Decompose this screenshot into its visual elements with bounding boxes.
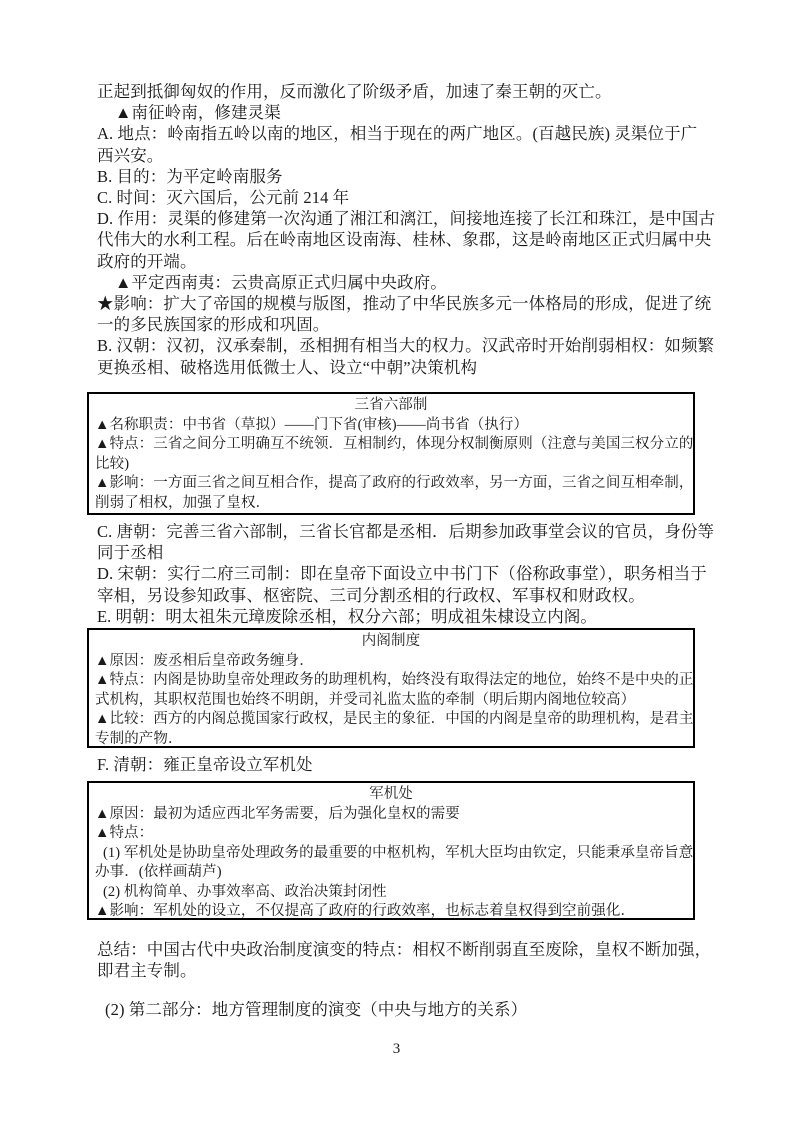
text-line: ▲影响：军机处的设立，不仅提高了政府的行政效率，也标志着皇权得到空前强化． xyxy=(95,903,636,919)
text-line: 式机构，其职权范围也始终不明朗，并受司礼监太监的牵制（明后期内阁地位较高） xyxy=(95,691,636,708)
box-junjichu xyxy=(87,781,695,920)
tang-song-ming-paragraphs xyxy=(97,521,715,627)
text-line: ▲特点： xyxy=(95,825,154,841)
text-line: 更换丞相、破格选用低微士人、设立“中朝”决策机构 xyxy=(97,357,478,377)
text-line: ▲原因：最初为适应西北军务需要，后为强化皇权的需要 xyxy=(95,805,460,822)
box-neige-zhidu xyxy=(87,628,695,748)
text-line: B. 目的：为平定岭南服务 xyxy=(97,166,283,186)
text-line: D. 宋朝：实行二府三司制：即在皇帝下面设立中书门下（俗称政事堂），职务相当于 xyxy=(97,564,707,584)
text-line: ▲平定西南夷：云贵高原正式归属中央政府。 xyxy=(115,272,447,292)
text-line: ▲影响：一方面三省之间互相合作，提高了政府的行政效率，另一方面，三省之间互相牵制， xyxy=(95,475,694,491)
text-line: 即君主专制。 xyxy=(97,961,197,981)
text-line: 宰相，另设参知政事、枢密院、三司分割丞相的行政权、军事权和财政权。 xyxy=(97,585,645,605)
text-line: ▲比较：西方的内阁总揽国家行政权，是民主的象征．中国的内阁是皇帝的助理机构，是君主 xyxy=(95,711,694,727)
text-line: 同于丞相 xyxy=(97,543,164,563)
box-title: 军机处 xyxy=(369,786,413,802)
text-line: B. 汉朝：汉初，汉承秦制，丞相拥有相当大的权力。汉武帝时开始削弱相权：如频繁 xyxy=(97,336,715,356)
text-line: D. 作用：灵渠的修建第一次沟通了湘江和漓江，间接地连接了长江和珠江，是中国古 xyxy=(97,209,716,229)
text-line: ▲南征岭南，修建灵渠 xyxy=(115,103,281,123)
text-line: (2) 机构简单、办事效率高、政治决策封闭性 xyxy=(103,883,387,900)
text-line: ▲原因：废丞相后皇帝政务缠身． xyxy=(95,652,314,669)
box-title: 三省六部制 xyxy=(354,397,428,413)
text-line: E. 明朝：明太祖朱元璋废除丞相，权分六部；明成祖朱棣设立内阁。 xyxy=(97,606,598,626)
qing-paragraph xyxy=(97,754,709,775)
text-line: ★影响：扩大了帝国的规模与版图，推动了中华民族多元一体格局的形成，促进了统 xyxy=(97,294,712,314)
summary-paragraph xyxy=(97,939,712,981)
text-line: 总结：中国古代中央政治制度演变的特点：相权不断削弱直至废除，皇权不断加强， xyxy=(97,940,712,959)
text-line: (2) 第二部分：地方管理制度的演变（中央与地方的关系） xyxy=(105,1000,528,1019)
text-line: C. 唐朝：完善三省六部制，三省长官都是丞相．后期参加政事堂会议的官员，身份等 xyxy=(97,522,715,541)
page-number: 3 xyxy=(392,1041,401,1057)
text-line: 代伟大的水利工程。后在岭南地区设南海、桂林、象郡，这是岭南地区正式归属中央 xyxy=(97,230,712,250)
text-line: 削弱了相权，加强了皇权． xyxy=(95,494,271,511)
text-line: C. 时间：灭六国后，公元前 214 年 xyxy=(97,188,350,208)
text-line: (1) 军机处是协助皇帝处理政务的最重要的中枢机构，军机大臣均由钦定，只能秉承皇帝旨意 xyxy=(103,844,694,861)
text-line: A. 地点：岭南指五岭以南的地区，相当于现在的两广地区。(百越民族) 灵渠位于广 xyxy=(97,124,698,144)
text-line: 一的多民族国家的形成和巩固。 xyxy=(97,315,330,335)
part-two-heading xyxy=(97,999,709,1020)
text-line: F. 清朝：雍正皇帝设立军机处 xyxy=(97,755,313,774)
text-line: 专制的产物． xyxy=(95,730,183,747)
text-line: 正起到抵御匈奴的作用，反而激化了阶级矛盾，加速了秦王朝的灭亡。 xyxy=(97,82,612,101)
box-sansheng-liubu xyxy=(87,392,695,515)
text-line: ▲特点：三省之间分工明确互不统领．互相制约，体现分权制衡原则（注意与美国三权分立的 xyxy=(95,436,694,452)
intro-paragraphs xyxy=(97,81,716,378)
box-title: 内阁制度 xyxy=(361,633,421,649)
text-line: ▲特点：内阁是协助皇帝处理政务的助理机构，始终没有取得法定的地位，始终不是中央的正 xyxy=(95,672,694,688)
text-line: 政府的开端。 xyxy=(97,251,197,271)
text-line: ▲名称职责：中书省（草拟）——门下省(审核)——尚书省（执行） xyxy=(95,416,529,433)
text-line: 办事．(依样画葫芦) xyxy=(95,864,222,880)
text-line: 西兴安。 xyxy=(97,145,164,165)
text-line: 比较) xyxy=(95,455,130,472)
